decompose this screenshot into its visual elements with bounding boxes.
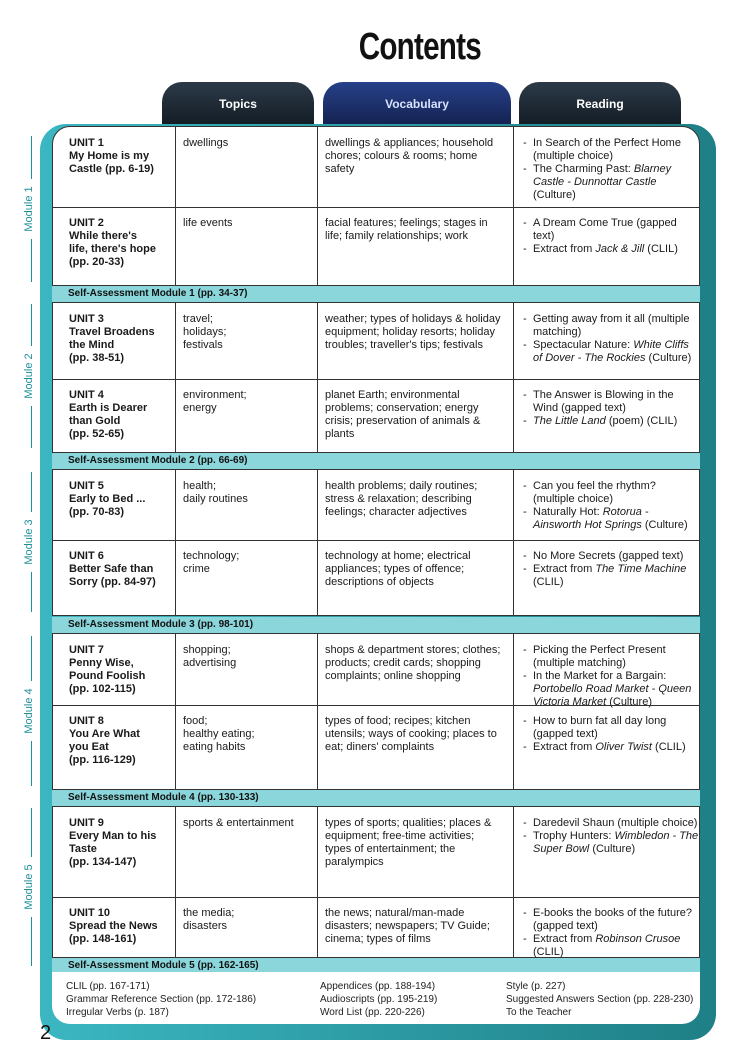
unit-title: UNIT 5 Early to Bed ... (pp. 70-83) xyxy=(69,480,146,518)
reading-text: No More Secrets (gapped text) xyxy=(533,550,684,562)
module-units-box xyxy=(52,633,700,790)
module-units-box xyxy=(52,806,700,958)
unit-reading xyxy=(519,480,699,532)
footer-column-2 xyxy=(320,980,437,1019)
reading-item xyxy=(519,339,699,365)
unit-reading xyxy=(519,137,699,202)
reading-text: Naturally Hot: xyxy=(533,506,603,518)
unit-title: UNIT 2 While there's life, there's hope (pp. 20-33) xyxy=(69,217,156,268)
reading-text: Can you feel the rhythm? (multiple choice) xyxy=(533,480,656,505)
unit-topics: environment; energy xyxy=(183,389,247,414)
column-header-reading: Reading xyxy=(519,82,681,126)
reading-text: Daredevil Shaun (multiple choice) xyxy=(533,817,698,829)
unit-reading xyxy=(519,217,699,256)
unit-vocabulary: types of sports; qualities; places & equipment; free-time activities; types of entertainment; the paralympics xyxy=(325,817,492,868)
footer-entry: Word List (pp. 220-226) xyxy=(320,1007,425,1018)
unit-vocabulary: the news; natural/man-made disasters; newspapers; TV Guide; cinema; types of films xyxy=(325,907,490,945)
reading-text: (Culture) xyxy=(645,352,692,364)
reading-text: Extract from xyxy=(533,243,596,255)
module-label: Module 2 xyxy=(23,346,37,406)
reading-item xyxy=(519,563,699,589)
module-units-box xyxy=(52,126,700,286)
module-units-box xyxy=(52,302,700,453)
reading-text: (CLIL) xyxy=(533,576,564,588)
unit-topics: shopping; advertising xyxy=(183,644,237,669)
reading-text: (Culture) xyxy=(533,189,576,201)
reading-title-italic: The Little Land xyxy=(533,415,606,427)
unit-topics: travel; holidays; festivals xyxy=(183,313,227,351)
page-number: 2 xyxy=(40,1022,52,1044)
footer-column-3 xyxy=(506,980,693,1019)
self-assessment-label: Self-Assessment Module 1 (pp. 34-37) xyxy=(68,288,248,299)
reading-item xyxy=(519,415,699,428)
module-label: Module 5 xyxy=(23,857,37,917)
reading-text: (CLIL) xyxy=(533,946,564,958)
unit-reading xyxy=(519,550,699,589)
unit-reading xyxy=(519,644,699,709)
reading-title-italic: Rotorua - Ainsworth Hot Springs xyxy=(533,506,649,531)
reading-item xyxy=(519,480,699,506)
unit-vocabulary: types of food; recipes; kitchen utensils; ways of cooking; places to eat; diners' complaints xyxy=(325,715,497,753)
unit-title: UNIT 3 Travel Broadens the Mind (pp. 38-51) xyxy=(69,313,155,364)
contents-footer xyxy=(52,972,700,1024)
column-divider xyxy=(317,470,318,615)
footer-entry: Grammar Reference Section (pp. 172-186) xyxy=(66,994,257,1005)
module-label: Module 4 xyxy=(23,681,37,741)
reading-item xyxy=(519,715,699,741)
footer-entry: Style (p. 227) xyxy=(506,981,566,992)
column-divider xyxy=(317,303,318,452)
reading-text: Extract from xyxy=(533,933,596,945)
reading-item xyxy=(519,243,699,256)
column-divider xyxy=(513,807,514,957)
reading-text: (Culture) xyxy=(589,843,636,855)
reading-text: In Search of the Perfect Home (multiple choice) xyxy=(533,137,681,162)
reading-item xyxy=(519,644,699,670)
reading-text: How to burn fat all day long (gapped text) xyxy=(533,715,667,740)
footer-entry: Suggested Answers Section (pp. 228-230) xyxy=(506,994,694,1005)
reading-item xyxy=(519,741,699,754)
row-divider xyxy=(53,540,699,541)
reading-text: The Charming Past: xyxy=(533,163,634,175)
reading-item xyxy=(519,506,699,532)
unit-vocabulary: shops & department stores; clothes; products; credit cards; shopping complaints; online shopping xyxy=(325,644,501,682)
footer-entry: Appendices (pp. 188-194) xyxy=(320,981,436,992)
row-divider xyxy=(53,207,699,208)
module-label: Module 3 xyxy=(23,512,37,572)
reading-text: Picking the Perfect Present (multiple matching) xyxy=(533,644,666,669)
reading-text: Spectacular Nature: xyxy=(533,339,634,351)
unit-title: UNIT 8 You Are What you Eat (pp. 116-129) xyxy=(69,715,140,766)
footer-column-1 xyxy=(66,980,256,1019)
reading-text: Extract from xyxy=(533,741,596,753)
row-divider xyxy=(53,705,699,706)
unit-reading xyxy=(519,715,699,754)
page-title: Contents xyxy=(358,26,481,68)
reading-text: A Dream Come True (gapped text) xyxy=(533,217,677,242)
column-divider xyxy=(317,127,318,285)
unit-reading xyxy=(519,313,699,365)
unit-topics: dwellings xyxy=(183,137,229,149)
reading-item xyxy=(519,137,699,163)
column-divider xyxy=(513,634,514,789)
unit-vocabulary: planet Earth; environmental problems; conservation; energy crisis; preservation of animals & plants xyxy=(325,389,481,440)
reading-item xyxy=(519,389,699,415)
unit-topics: food; healthy eating; eating habits xyxy=(183,715,255,753)
reading-text: (Culture) xyxy=(606,696,652,708)
self-assessment-label: Self-Assessment Module 5 (pp. 162-165) xyxy=(68,960,259,971)
row-divider xyxy=(53,379,699,380)
reading-item xyxy=(519,313,699,339)
unit-topics: health; daily routines xyxy=(183,480,248,505)
unit-reading xyxy=(519,389,699,428)
unit-topics: life events xyxy=(183,217,233,229)
footer-entry: CLIL (pp. 167-171) xyxy=(66,981,150,992)
unit-topics: sports & entertainment xyxy=(183,817,294,829)
unit-vocabulary: health problems; daily routines; stress & relaxation; describing feelings; character adjectives xyxy=(325,480,478,518)
reading-title-italic: Portobello Road Market - Queen Victoria Market xyxy=(533,683,692,708)
reading-title-italic: Jack & Jill xyxy=(595,243,645,255)
reading-title-italic: Blarney Castle - Dunnottar Castle xyxy=(533,163,672,188)
reading-text: (Culture) xyxy=(641,519,688,531)
self-assessment-label: Self-Assessment Module 4 (pp. 130-133) xyxy=(68,792,259,803)
unit-topics: the media; disasters xyxy=(183,907,235,932)
module-units-box xyxy=(52,469,700,616)
column-divider xyxy=(513,470,514,615)
reading-item xyxy=(519,163,699,202)
module-label: Module 1 xyxy=(23,179,37,239)
unit-topics: technology; crime xyxy=(183,550,240,575)
self-assessment-label: Self-Assessment Module 2 (pp. 66-69) xyxy=(68,455,248,466)
unit-title: UNIT 10 Spread the News (pp. 148-161) xyxy=(69,907,158,945)
column-divider xyxy=(513,303,514,452)
unit-title: UNIT 7 Penny Wise, Pound Foolish (pp. 102-115) xyxy=(69,644,146,695)
unit-vocabulary: weather; types of holidays & holiday equipment; holiday resorts; holiday troubles; traveller's tips; festivals xyxy=(325,313,501,351)
reading-text: Trophy Hunters: xyxy=(533,830,615,842)
column-header-topics: Topics xyxy=(162,82,314,126)
row-divider xyxy=(53,897,699,898)
unit-vocabulary: dwellings & appliances; household chores; colours & rooms; home safety xyxy=(325,137,494,175)
reading-title-italic: White Cliffs of Dover - The Rockies xyxy=(533,339,689,364)
column-header-vocabulary: Vocabulary xyxy=(323,82,511,126)
reading-text: (CLIL) xyxy=(644,243,678,255)
reading-text: Extract from xyxy=(533,563,596,575)
reading-item xyxy=(519,670,699,709)
unit-title: UNIT 9 Every Man to his Taste (pp. 134-147) xyxy=(69,817,157,868)
reading-title-italic: The Time Machine xyxy=(595,563,687,575)
reading-title-italic: Robinson Crusoe xyxy=(595,933,681,945)
column-divider xyxy=(317,634,318,789)
unit-reading xyxy=(519,817,699,856)
unit-vocabulary: technology at home; electrical appliances; types of offence; descriptions of objects xyxy=(325,550,471,588)
reading-item xyxy=(519,550,699,563)
reading-item xyxy=(519,933,699,959)
reading-text: Getting away from it all (multiple matching) xyxy=(533,313,690,338)
unit-vocabulary: facial features; feelings; stages in life; family relationships; work xyxy=(325,217,488,242)
reading-text: In the Market for a Bargain: xyxy=(533,670,667,682)
reading-item xyxy=(519,907,699,933)
reading-title-italic: Oliver Twist xyxy=(595,741,652,753)
column-divider xyxy=(317,807,318,957)
reading-text: (poem) (CLIL) xyxy=(605,415,678,427)
footer-entry: Irregular Verbs (p. 187) xyxy=(66,1007,169,1018)
unit-title: UNIT 1 My Home is my Castle (pp. 6-19) xyxy=(69,137,154,175)
reading-item xyxy=(519,817,699,830)
footer-entry: Audioscripts (pp. 195-219) xyxy=(320,994,438,1005)
reading-item xyxy=(519,830,699,856)
unit-title: UNIT 6 Better Safe than Sorry (pp. 84-97) xyxy=(69,550,156,588)
reading-text: (CLIL) xyxy=(651,741,686,753)
reading-text: The Answer is Blowing in the Wind (gapped text) xyxy=(533,389,674,414)
column-divider xyxy=(513,127,514,285)
reading-item xyxy=(519,217,699,243)
footer-entry: To the Teacher xyxy=(506,1007,572,1018)
reading-text: E-books the books of the future? (gapped text) xyxy=(533,907,692,932)
reading-title-italic: Wimbledon - The Super Bowl xyxy=(533,830,699,855)
self-assessment-label: Self-Assessment Module 3 (pp. 98-101) xyxy=(68,619,254,630)
unit-title: UNIT 4 Earth is Dearer than Gold (pp. 52-65) xyxy=(69,389,148,440)
unit-reading xyxy=(519,907,699,959)
